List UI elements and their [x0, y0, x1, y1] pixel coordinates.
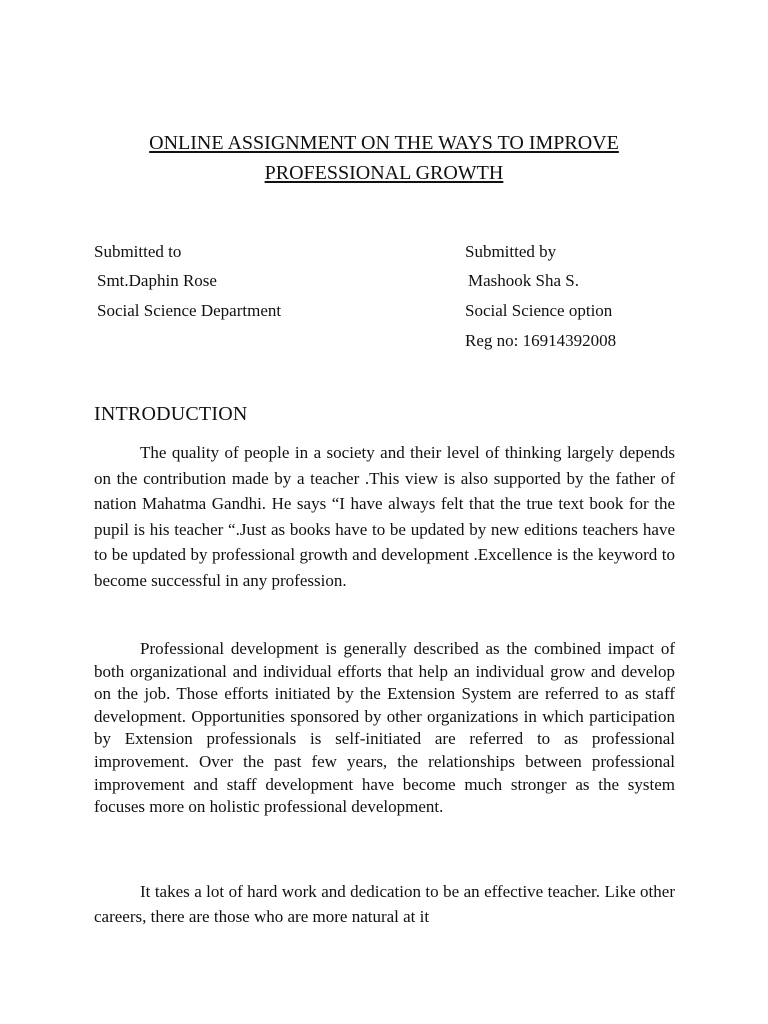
paragraph-3: It takes a lot of hard work and dedication to be an effective teacher. Like other careers, there are those who are more natural at it: [94, 882, 675, 926]
section-heading-introduction: INTRODUCTION: [94, 403, 248, 425]
document-title-line-1: ONLINE ASSIGNMENT ON THE WAYS TO IMPROVE: [149, 132, 619, 154]
paragraph-2: Professional development is generally described as the combined impact of both organizational and individual efforts that help an individual grow and develop on the job. Those efforts initiated by the Extension System are referred to as staff development. Opportunities sponsored by other organizations in which participation by Extension professionals is self-initiated are referred to as professional improvement. Over the past few years, the relationships between professional improvement and staff development have become much stronger as the system focuses more on holistic professional development.: [94, 639, 675, 817]
submitted-to-name: Smt.Daphin Rose: [97, 271, 217, 290]
submitted-by-name: Mashook Sha S.: [468, 271, 579, 290]
submitted-to-label: Submitted to: [94, 242, 182, 261]
submitted-to-department: Social Science Department: [97, 301, 282, 320]
document-title-line-2: PROFESSIONAL GROWTH: [264, 162, 504, 184]
submitted-by-reg-no: Reg no: 16914392008: [465, 331, 617, 350]
submitted-by-option: Social Science option: [465, 301, 613, 320]
paragraph-1: The quality of people in a society and their level of thinking largely depends on the contribution made by a teacher .This view is also supported by the father of nation Mahatma Gandhi. He says “I have always felt that the true text book for the pupil is his teacher “.Just as books have to be updated by new editions teachers have to be updated by professional growth and development .Excellence is the keyword to become successful in any profession.: [94, 443, 675, 590]
submitted-by-label: Submitted by: [465, 242, 557, 261]
